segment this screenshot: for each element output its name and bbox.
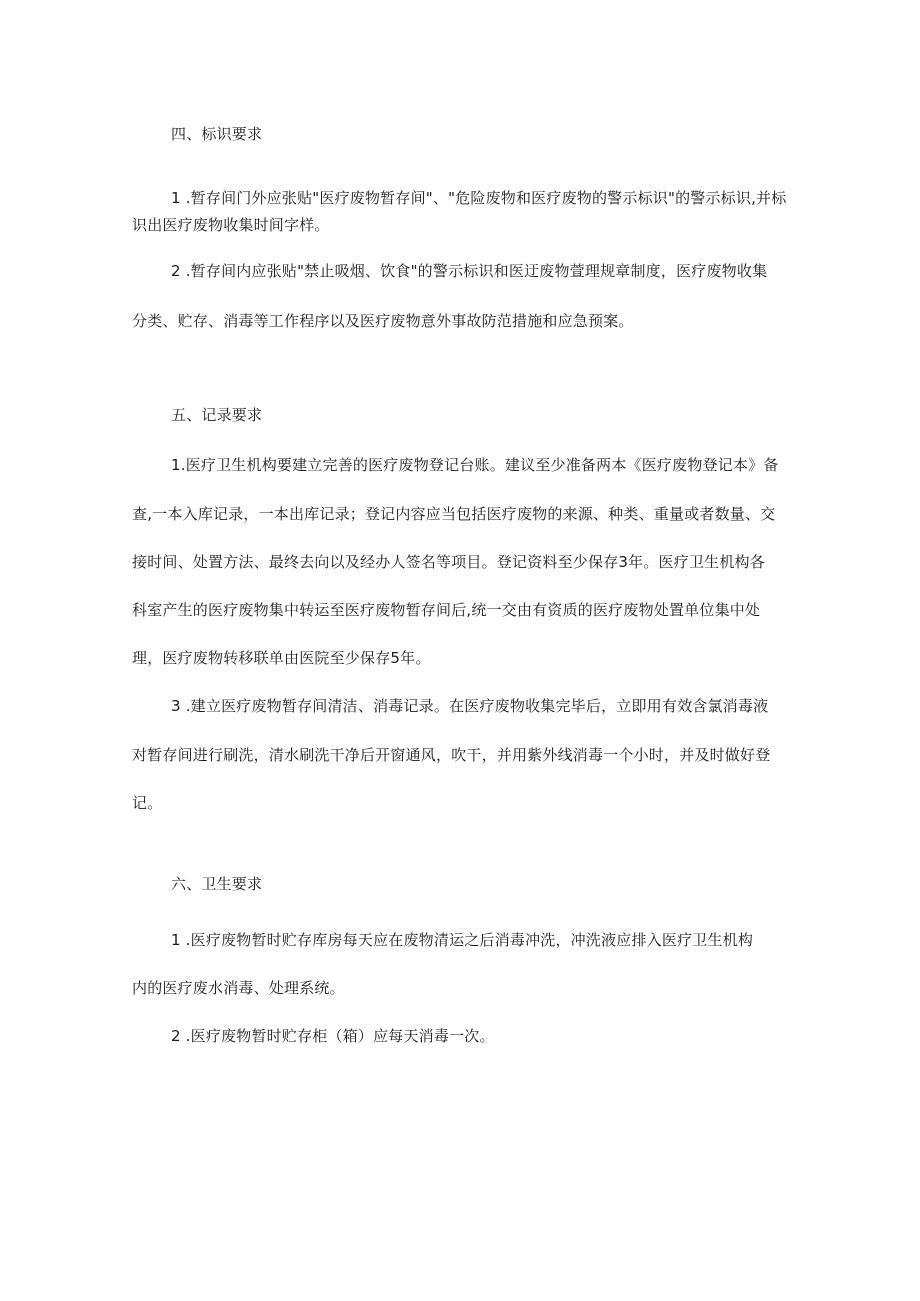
paragraph-4-1-line-2: 识出医疗废物收集时间字样。	[132, 216, 330, 234]
paragraph-5-1-line-2: 查,一本入库记录，一本出库记录；登记内容应当包括医疗废物的来源、种类、重量或者数量、交	[132, 505, 776, 523]
paragraph-5-3-line-2: 对暂存间进行刷洗，清水刷洗干净后开窗通风，吹干，并用紫外线消毒一个小时，并及时做好登	[132, 746, 771, 764]
paragraph-6-2-line-1: 2 .医疗废物暂时贮存柜（箱）应每天消毒一次。	[171, 1027, 495, 1045]
paragraph-5-1-line-1: 1.医疗卫生机构要建立完善的医疗废物登记台账。建议至少准备两本《医疗废物登记本》备	[171, 456, 779, 474]
paragraph-5-1-line-4: 科室产生的医疗废物集中转运至医疗废物暂存间后,统一交由有资质的医疗废物处置单位集中处	[132, 601, 761, 619]
paragraph-4-2-line-2: 分类、贮存、消毒等工作程序以及医疗废物意外事故防范措施和应急预案。	[132, 312, 634, 330]
paragraph-6-1-line-2: 内的医疗废水消毒、处理系统。	[132, 979, 345, 997]
paragraph-5-1-line-3: 接时间、处置方法、最终去向以及经办人签名等项目。登记资料至少保存3年。医疗卫生机构各	[132, 553, 765, 571]
paragraph-6-1-line-1: 1 .医疗废物暂时贮存库房每天应在废物清运之后消毒冲洗，冲洗液应排入医疗卫生机构	[171, 931, 754, 949]
paragraph-5-3-line-3: 记。	[132, 794, 163, 812]
paragraph-4-1-line-1: 1 .暂存间门外应张贴"医疗废物暂存间"、"危险废物和医疗废物的警示标识"的警示标识,并标	[171, 189, 787, 207]
section-heading-4: 四、标识要求	[171, 125, 263, 143]
section-heading-6: 六、卫生要求	[171, 875, 263, 893]
section-heading-5: 五、记录要求	[171, 406, 263, 424]
paragraph-5-3-line-1: 3 .建立医疗废物暂存间清洁、消毒记录。在医疗废物收集完毕后，立即用有效含氯消毒液	[171, 697, 769, 715]
paragraph-5-1-line-5: 理，医疗废物转移联单由医院至少保存5年。	[132, 649, 431, 667]
paragraph-4-2-line-1: 2 .暂存间内应张贴"禁止吸烟、饮食"的警示标识和医迂废物萱理规章制度，医疗废物收集	[171, 262, 768, 280]
